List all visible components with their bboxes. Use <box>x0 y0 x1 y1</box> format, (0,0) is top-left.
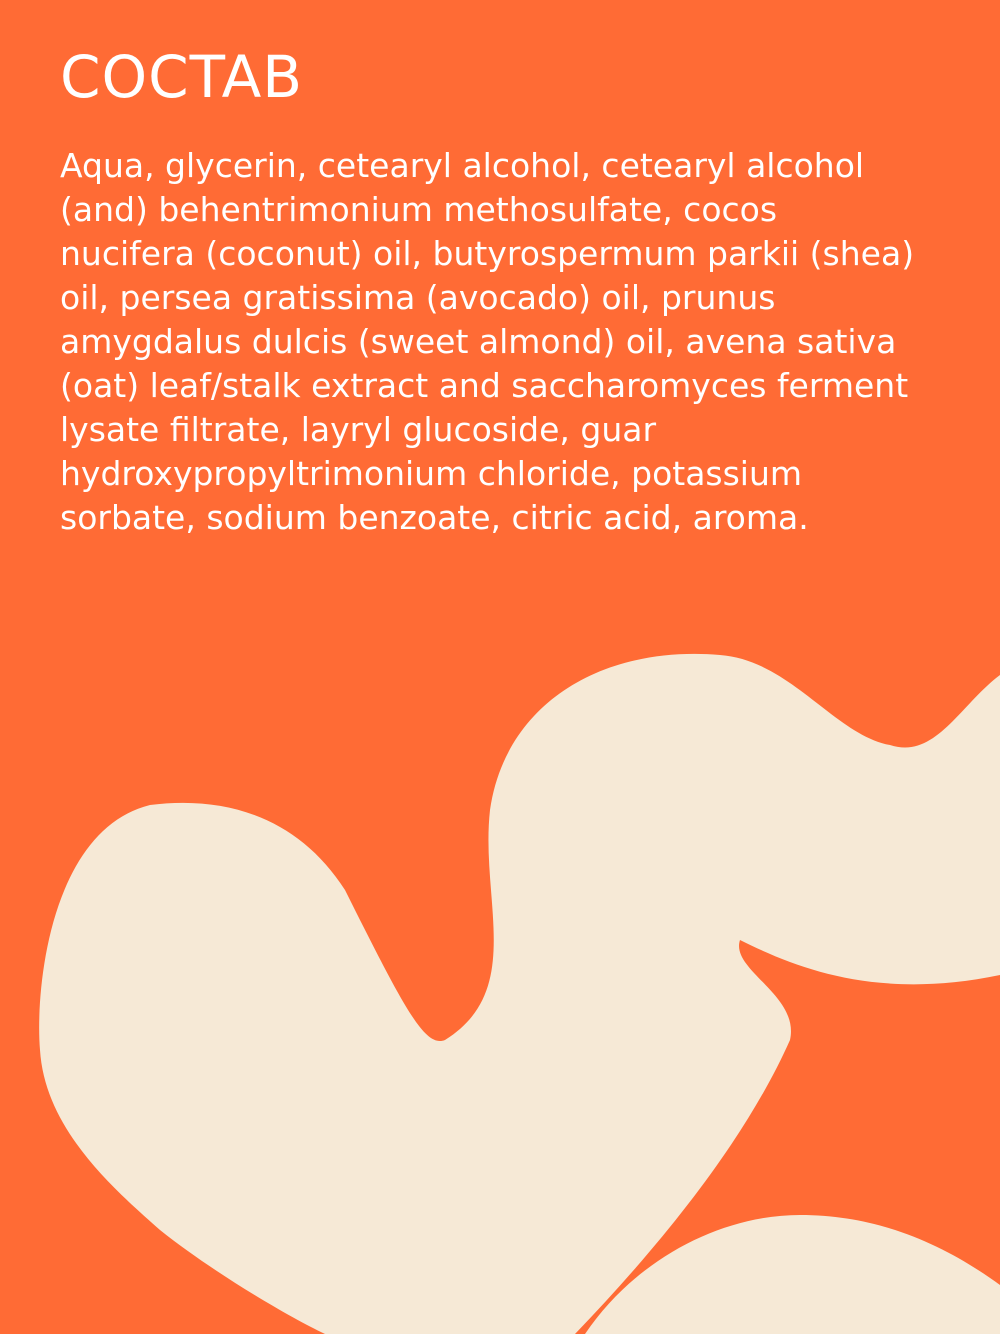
ingredients-list: Aqua, glycerin, cetearyl alcohol, cetearyl alcohol (and) behentrimonium methosulfate, cocos nucifera (coconut) oil, butyrospermum parkii (shea) oil, persea gratissima (avocado) oil, prunus amygdalus dulcis (sweet almond) oil, avena sativa (oat) leaf/stalk extract and saccharomyces ferment lysate filtrate, layryl glucoside, guar hydroxypropyltrimonium chloride, potassium sorbate, sodium benzoate, citric acid, aroma. <box>60 146 915 537</box>
page-title: COCTAB <box>60 43 304 111</box>
